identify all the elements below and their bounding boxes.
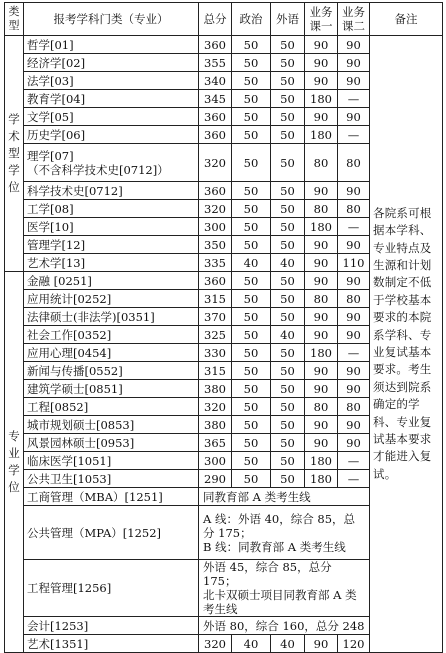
- politics-score: 50: [232, 272, 271, 290]
- header-type: 类型: [5, 3, 24, 36]
- course1-score: 80: [305, 290, 338, 308]
- subject-name: 工程管理[1256]: [24, 560, 199, 617]
- remarks-cell: 各院系可根据本学科、专业特点及生源和计划数制定不低于学校基本要求的本院系学科、专业复试基本要求。考生须达到院系确定的学科、专业复试基本要求才能进入复试。: [370, 36, 443, 653]
- total-score: 315: [199, 290, 232, 308]
- header-remarks: 备注: [370, 3, 443, 36]
- subject-name: 应用统计[0252]: [24, 290, 199, 308]
- course2-score: —: [338, 344, 370, 362]
- total-score: 320: [199, 398, 232, 416]
- header-subject: 报考学科门类（专业）: [24, 3, 199, 36]
- subject-name: 文学[05]: [24, 108, 199, 126]
- course2-score: 90: [338, 54, 370, 72]
- subject-name: 工程[0852]: [24, 398, 199, 416]
- total-score: 360: [199, 126, 232, 144]
- subject-name: 临床医学[1051]: [24, 452, 199, 470]
- group-professional: 专业学位: [5, 272, 24, 653]
- politics-score: 50: [232, 90, 271, 108]
- politics-score: 50: [232, 398, 271, 416]
- politics-score: 50: [232, 470, 271, 488]
- score-requirement-text: 外语 80，综合 160，总分 248: [199, 617, 370, 635]
- subject-name: 应用心理[0454]: [24, 344, 199, 362]
- total-score: 380: [199, 380, 232, 398]
- subject-name: 教育学[04]: [24, 90, 199, 108]
- politics-score: 50: [232, 218, 271, 236]
- politics-score: 50: [232, 36, 271, 54]
- course1-score: 90: [305, 272, 338, 290]
- total-score: 360: [199, 36, 232, 54]
- subject-name: 公共卫生[1053]: [24, 470, 199, 488]
- politics-score: 50: [232, 308, 271, 326]
- course1-score: 90: [305, 236, 338, 254]
- score-requirement-text: [199, 506, 370, 560]
- total-score: 365: [199, 434, 232, 452]
- score-requirement-text: 同教育部 A 类考生线: [199, 488, 370, 506]
- course2-score: 90: [338, 434, 370, 452]
- foreign-score: 50: [271, 308, 305, 326]
- total-score: 290: [199, 470, 232, 488]
- foreign-score: 50: [271, 380, 305, 398]
- politics-score: 50: [232, 108, 271, 126]
- politics-score: 50: [232, 380, 271, 398]
- subject-name: 科学技术史[0712]: [24, 182, 199, 200]
- score-table-container: [4, 2, 443, 653]
- subject-name: 城市规划硕士[0853]: [24, 416, 199, 434]
- header-politics: 政治: [232, 3, 271, 36]
- total-score: 325: [199, 326, 232, 344]
- total-score: 370: [199, 308, 232, 326]
- total-score: 380: [199, 416, 232, 434]
- foreign-score: 50: [271, 144, 305, 182]
- course1-score: 180: [305, 344, 338, 362]
- subject-name: 工学[08]: [24, 200, 199, 218]
- politics-score: 50: [232, 452, 271, 470]
- foreign-score: 50: [271, 416, 305, 434]
- course2-score: —: [338, 90, 370, 108]
- course2-score: 90: [338, 36, 370, 54]
- course1-score: 90: [305, 54, 338, 72]
- subject-name-line2: （不含科学技术史[0712]）: [27, 162, 169, 177]
- course2-score: —: [338, 218, 370, 236]
- course2-score: —: [338, 470, 370, 488]
- foreign-score: 50: [271, 434, 305, 452]
- total-score: 330: [199, 344, 232, 362]
- course2-score: 90: [338, 380, 370, 398]
- politics-score: 50: [232, 434, 271, 452]
- subject-name-line1: 理学[07]: [27, 148, 74, 163]
- course1-score: 90: [305, 380, 338, 398]
- total-score: 320: [199, 144, 232, 182]
- foreign-score: 50: [271, 452, 305, 470]
- foreign-score: 40: [271, 326, 305, 344]
- foreign-score: 50: [271, 108, 305, 126]
- foreign-score: 50: [271, 90, 305, 108]
- course1-score: 80: [305, 144, 338, 182]
- course2-score: 90: [338, 236, 370, 254]
- header-total: 总分: [199, 3, 232, 36]
- foreign-score: 50: [271, 236, 305, 254]
- course2-score: —: [338, 452, 370, 470]
- course1-score: 90: [305, 308, 338, 326]
- subject-name: [24, 144, 199, 182]
- foreign-score: 50: [271, 54, 305, 72]
- total-score: 360: [199, 182, 232, 200]
- subject-name: 历史学[06]: [24, 126, 199, 144]
- foreign-score: 50: [271, 398, 305, 416]
- course1-score: 90: [305, 36, 338, 54]
- course1-score: 90: [305, 254, 338, 272]
- total-score: 300: [199, 218, 232, 236]
- total-score: 320: [199, 635, 232, 653]
- course1-score: 90: [305, 326, 338, 344]
- course1-score: 90: [305, 72, 338, 90]
- total-score: 350: [199, 236, 232, 254]
- course1-score: 80: [305, 200, 338, 218]
- course2-score: 90: [338, 416, 370, 434]
- politics-score: 50: [232, 236, 271, 254]
- course1-score: 90: [305, 362, 338, 380]
- total-score: 360: [199, 108, 232, 126]
- header-foreign: 外语: [271, 3, 305, 36]
- course1-score: 180: [305, 126, 338, 144]
- course2-score: 80: [338, 398, 370, 416]
- group-academic: 学术型学位: [5, 36, 24, 272]
- politics-score: 50: [232, 182, 271, 200]
- subject-name: 管理学[12]: [24, 236, 199, 254]
- total-score: 300: [199, 452, 232, 470]
- politics-score: 50: [232, 54, 271, 72]
- foreign-score: 50: [271, 290, 305, 308]
- total-score: 340: [199, 72, 232, 90]
- total-score: 315: [199, 362, 232, 380]
- politics-score: 50: [232, 144, 271, 182]
- header-row: [5, 3, 443, 36]
- course2-score: 90: [338, 72, 370, 90]
- course2-score: 90: [338, 182, 370, 200]
- requirement-line-a: A 线：外语 40，综合 85，总分 175；: [203, 511, 356, 540]
- subject-name: 哲学[01]: [24, 36, 199, 54]
- total-score: 360: [199, 272, 232, 290]
- foreign-score: 50: [271, 36, 305, 54]
- subject-name: 会计[1253]: [24, 617, 199, 635]
- politics-score: 50: [232, 362, 271, 380]
- foreign-score: 40: [271, 254, 305, 272]
- total-score: 345: [199, 90, 232, 108]
- foreign-score: 50: [271, 362, 305, 380]
- foreign-score: 50: [271, 344, 305, 362]
- course1-score: 180: [305, 470, 338, 488]
- politics-score: 50: [232, 344, 271, 362]
- table-row: [5, 36, 443, 54]
- course2-score: —: [338, 126, 370, 144]
- foreign-score: 50: [271, 470, 305, 488]
- politics-score: 50: [232, 126, 271, 144]
- total-score: 320: [199, 200, 232, 218]
- course1-score: 90: [305, 416, 338, 434]
- politics-score: 40: [232, 254, 271, 272]
- total-score: 335: [199, 254, 232, 272]
- course2-score: 80: [338, 290, 370, 308]
- subject-name: 艺术[1351]: [24, 635, 199, 653]
- subject-name: 艺术学[13]: [24, 254, 199, 272]
- requirement-line-b: B 线：同教育部 A 类考生线: [203, 539, 346, 554]
- score-table: [4, 2, 443, 653]
- course1-score: 90: [305, 108, 338, 126]
- course1-score: 180: [305, 218, 338, 236]
- total-score: 355: [199, 54, 232, 72]
- subject-name: 风景园林硕士[0953]: [24, 434, 199, 452]
- course2-score: 80: [338, 144, 370, 182]
- foreign-score: 50: [271, 126, 305, 144]
- subject-name: 法学[03]: [24, 72, 199, 90]
- subject-name: 公共管理（MPA）[1252]: [24, 506, 199, 560]
- politics-score: 50: [232, 200, 271, 218]
- course1-score: 90: [305, 434, 338, 452]
- course2-score: 120: [338, 635, 370, 653]
- foreign-score: 50: [271, 182, 305, 200]
- requirement-line-1: 外语 45，综合 85，总分 175；: [203, 560, 332, 588]
- course2-score: 90: [338, 362, 370, 380]
- subject-name: 新闻与传播[0552]: [24, 362, 199, 380]
- course2-score: 90: [338, 272, 370, 290]
- subject-name: 工商管理（MBA）[1251]: [24, 488, 199, 506]
- subject-name: 社会工作[0352]: [24, 326, 199, 344]
- course1-score: 180: [305, 90, 338, 108]
- subject-name: 经济学[02]: [24, 54, 199, 72]
- politics-score: 50: [232, 326, 271, 344]
- politics-score: 50: [232, 72, 271, 90]
- foreign-score: 50: [271, 218, 305, 236]
- header-course1: 业务课一: [305, 3, 338, 36]
- score-requirement-text: [199, 560, 370, 617]
- foreign-score: 40: [271, 635, 305, 653]
- foreign-score: 50: [271, 272, 305, 290]
- subject-name: 建筑学硕士[0851]: [24, 380, 199, 398]
- course2-score: 90: [338, 326, 370, 344]
- course2-score: 90: [338, 108, 370, 126]
- course1-score: 80: [305, 398, 338, 416]
- course2-score: 110: [338, 254, 370, 272]
- course2-score: 80: [338, 200, 370, 218]
- requirement-line-2: 北卡双硕士项目同教育部 A 类考生线: [203, 588, 357, 616]
- course1-score: 180: [305, 452, 338, 470]
- course2-score: 90: [338, 308, 370, 326]
- politics-score: 50: [232, 416, 271, 434]
- subject-name: 医学[10]: [24, 218, 199, 236]
- course1-score: 90: [305, 182, 338, 200]
- subject-name: 法律硕士(非法学)[0351]: [24, 308, 199, 326]
- foreign-score: 50: [271, 72, 305, 90]
- foreign-score: 50: [271, 200, 305, 218]
- subject-name: 金融 [0251]: [24, 272, 199, 290]
- course1-score: 90: [305, 635, 338, 653]
- politics-score: 50: [232, 290, 271, 308]
- header-course2: 业务课二: [338, 3, 370, 36]
- politics-score: 40: [232, 635, 271, 653]
